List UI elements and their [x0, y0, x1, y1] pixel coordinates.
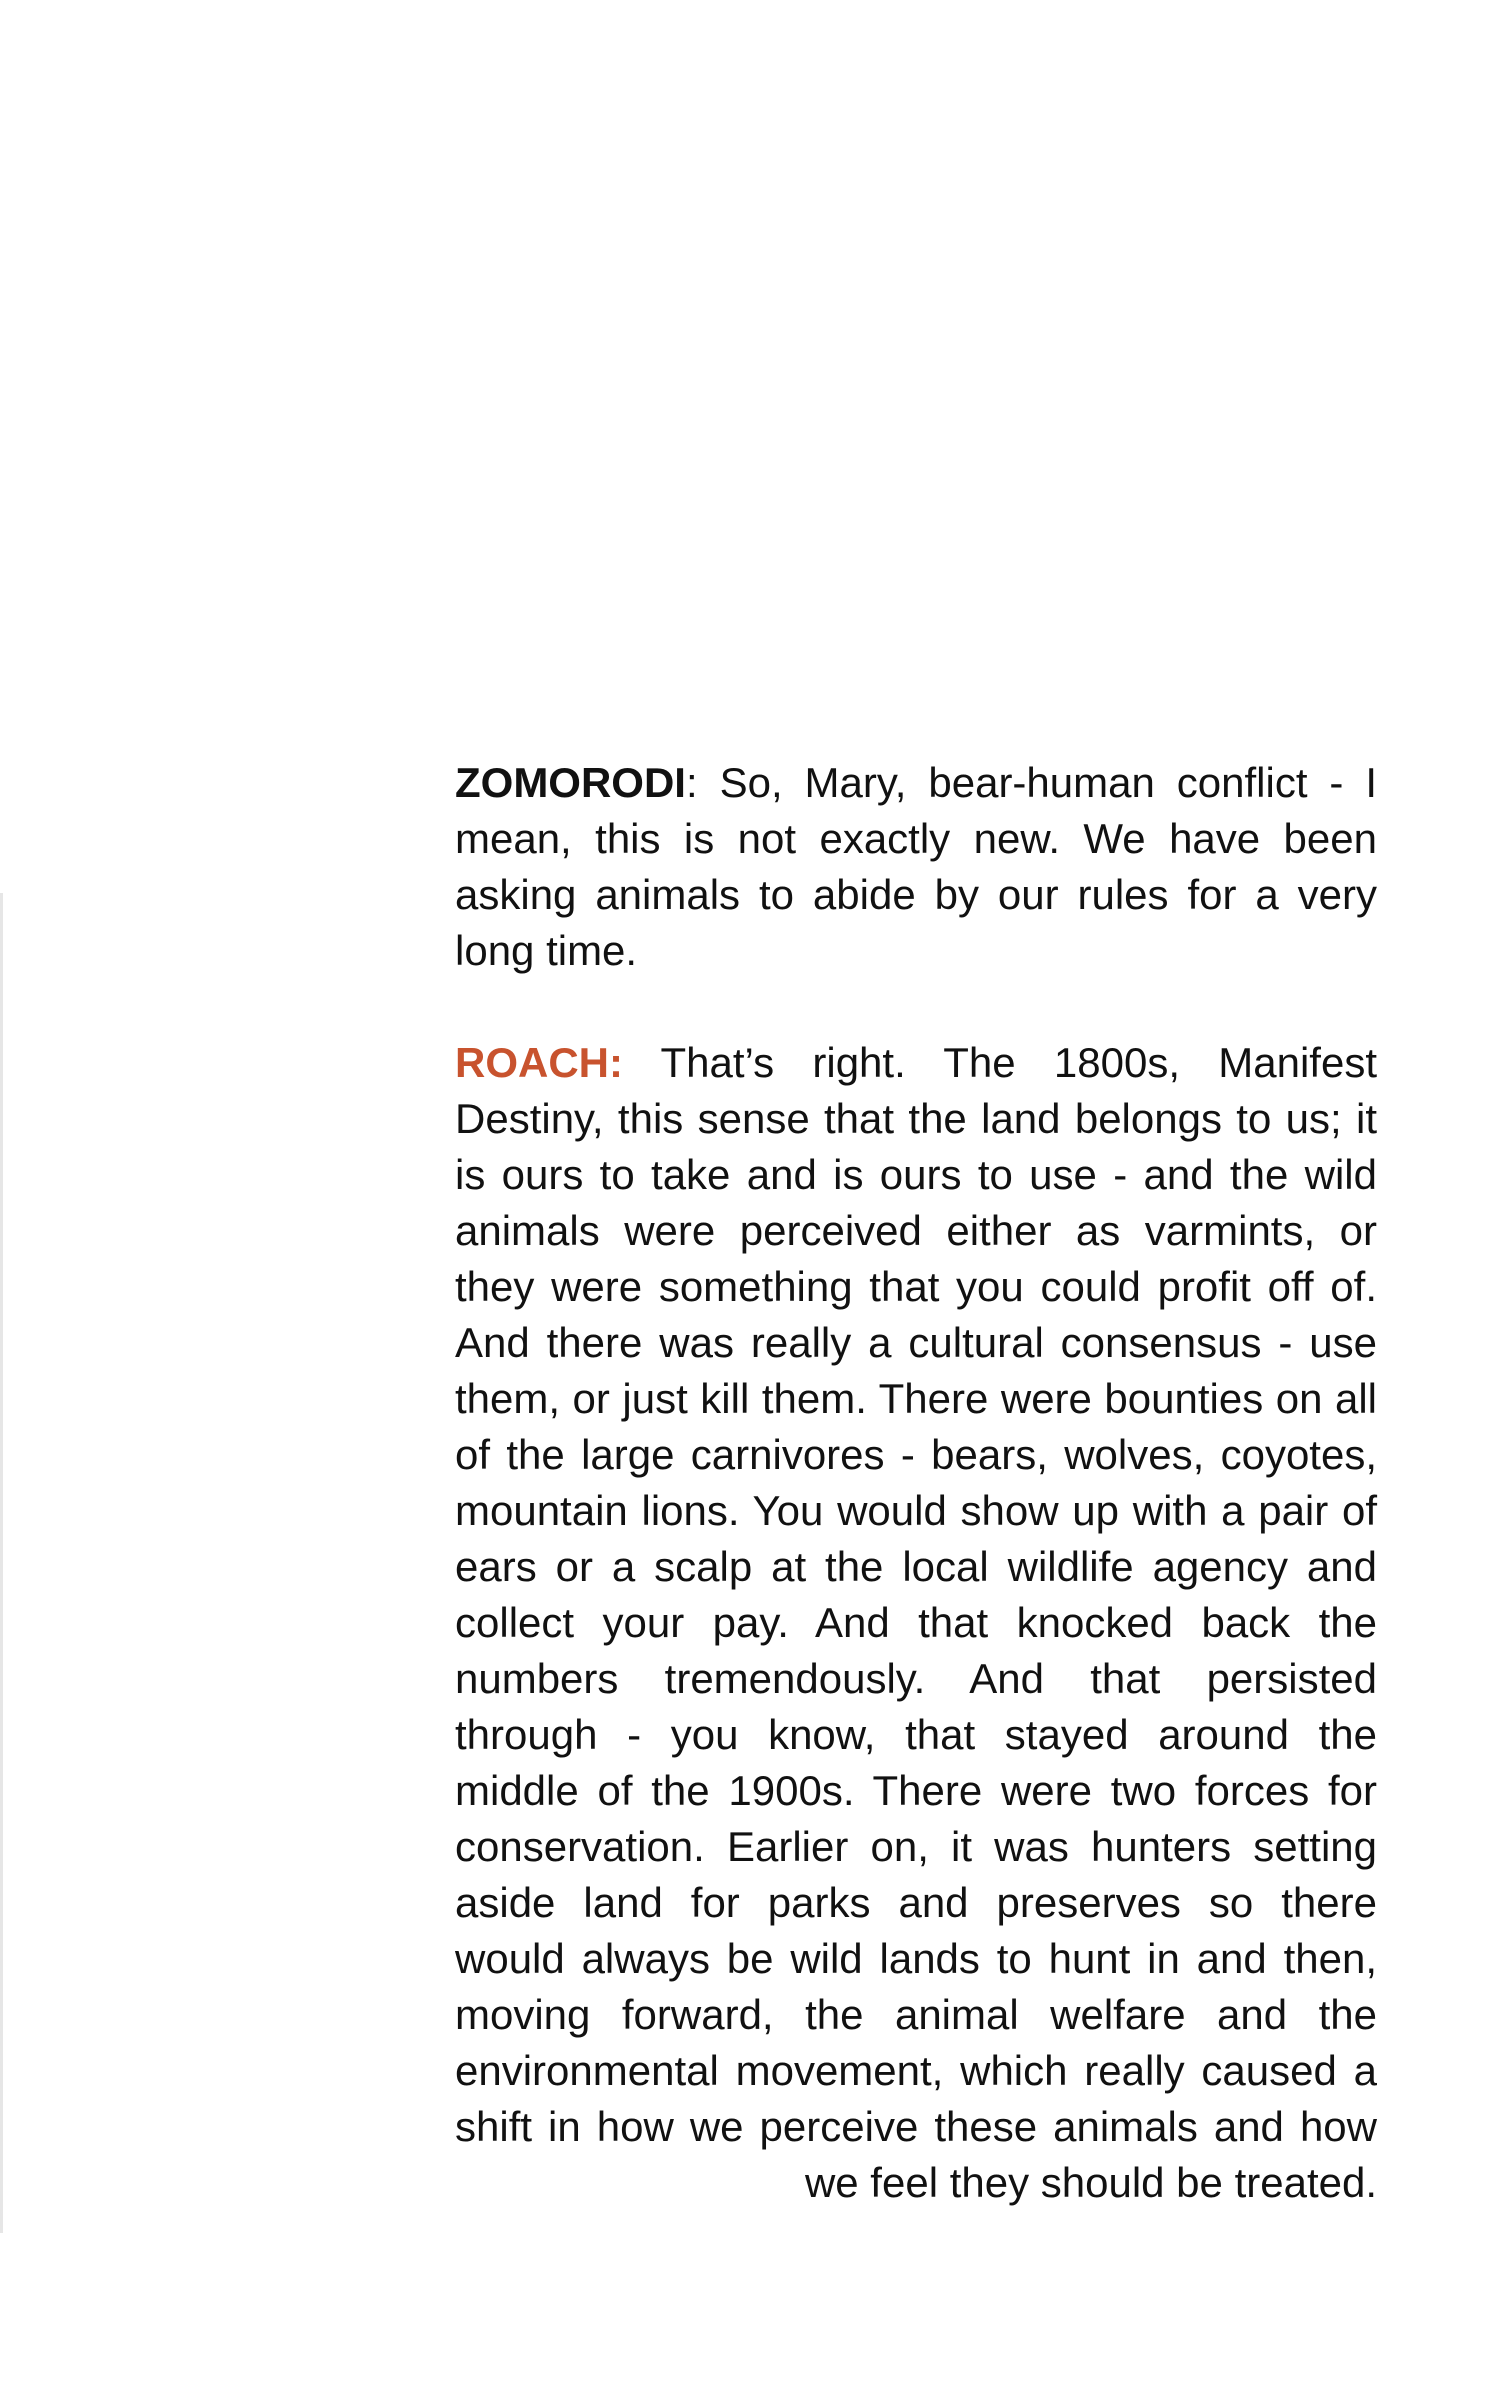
speaker-separator: : — [685, 759, 698, 806]
transcript-paragraph-guest — [455, 1035, 1377, 2211]
transcript-body — [455, 755, 1377, 2211]
dialogue-text-zomorodi: So, Mary, bear-human conflict - I mean, this is not exactly new. We have been asking animals to abide by our rules for a very long time. — [455, 759, 1377, 974]
dialogue-text-roach: That’s right. The 1800s, Manifest Destiny, this sense that the land belongs to us; it is ours to take and is ours to use - and the wild animals were perceived either as varmints, or they were something that you could profit off of. And there was really a cultural consensus - use them, or just kill them. There were bounties on all of the large carnivores - bears, wolves, coyotes, mountain lions. You would show up with a pair of ears or a scalp at the local wildlife agency and collect your pay. And that knocked back the numbers tremendously. And that persisted through - you know, that stayed around the middle of the 1900s. There were two forces for conservation. Earlier on, it was hunters setting aside land for parks and preserves so there would always be wild lands to hunt in and then, moving forward, the animal welfare and the environmental movement, which really caused a shift in how we perceive these animals and how we feel they should be treated. — [455, 1039, 1377, 2206]
transcript-paragraph-host — [455, 755, 1377, 979]
speaker-name-zomorodi: ZOMORODI — [455, 759, 686, 806]
page-edge-line — [0, 893, 3, 2233]
speaker-name-roach: ROACH: — [455, 1039, 623, 1086]
